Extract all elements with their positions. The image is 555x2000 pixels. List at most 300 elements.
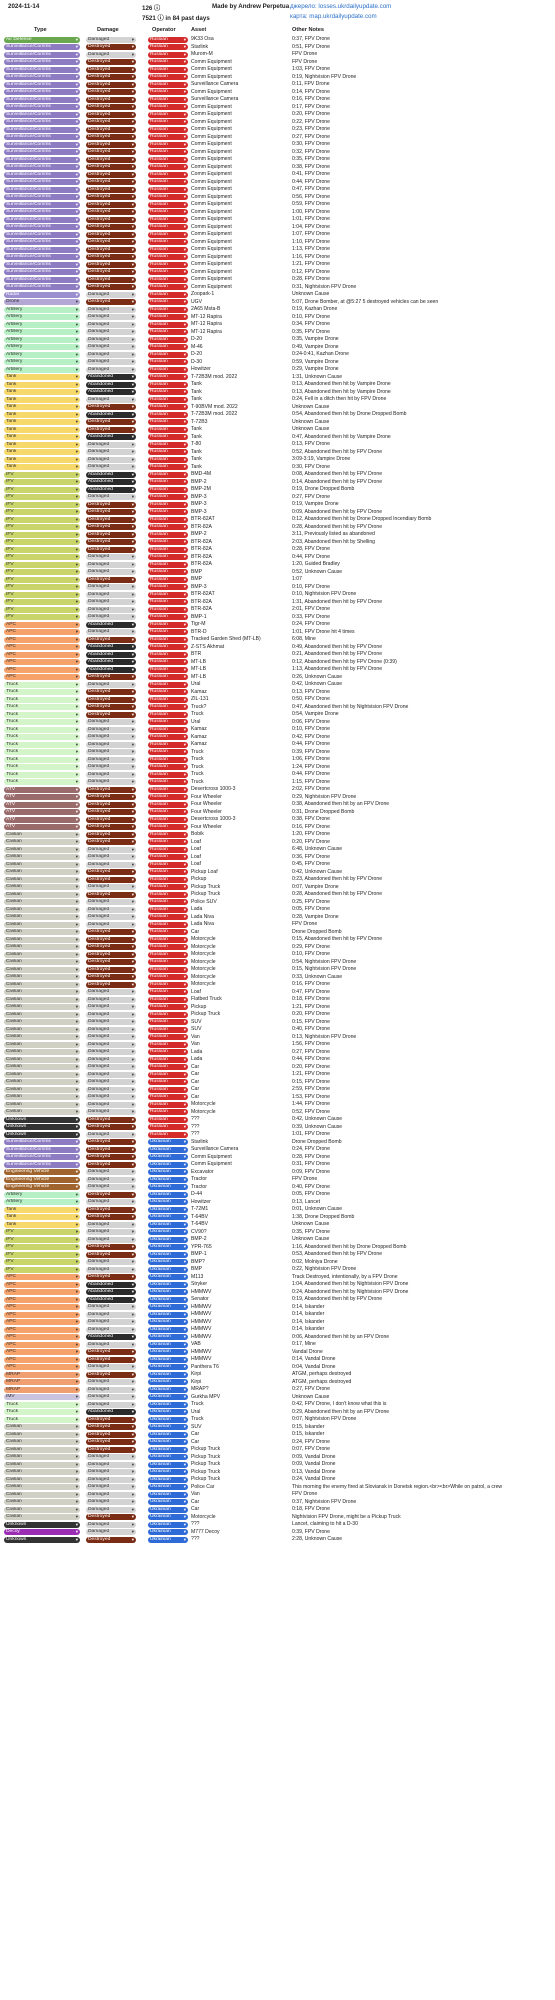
operator-select[interactable]: Russian ▾	[148, 554, 188, 560]
notes-link[interactable]: 0:15, Abandoned then hit by FPV Drone	[292, 936, 383, 942]
operator-select[interactable]: Ukrainian ▾	[148, 1259, 188, 1265]
type-select[interactable]: Tank ▾	[4, 1207, 80, 1213]
operator-select[interactable]: Russian ▾	[148, 1132, 188, 1138]
operator-select[interactable]: Ukrainian ▾	[148, 1454, 188, 1460]
operator-select[interactable]: Russian ▾	[148, 59, 188, 65]
type-select[interactable]: Artillery ▾	[4, 352, 80, 358]
type-select[interactable]: Surveillance/Comms ▾	[4, 187, 80, 193]
notes-link[interactable]: 3:09-3:19, Vampire Drone	[292, 456, 351, 462]
damage-select[interactable]: Destroyed ▾	[86, 1372, 136, 1378]
operator-select[interactable]: Ukrainian ▾	[148, 1237, 188, 1243]
operator-select[interactable]: Russian ▾	[148, 712, 188, 718]
operator-select[interactable]: Russian ▾	[148, 179, 188, 185]
damage-select[interactable]: Damaged ▾	[86, 307, 136, 313]
damage-select[interactable]: Damaged ▾	[86, 1529, 136, 1535]
damage-select[interactable]: Damaged ▾	[86, 367, 136, 373]
type-select[interactable]: IFV ▾	[4, 577, 80, 583]
damage-select[interactable]: Destroyed ▾	[86, 247, 136, 253]
operator-select[interactable]: Ukrainian ▾	[148, 1267, 188, 1273]
notes-link[interactable]: 1:20, FPV Drone	[292, 831, 330, 837]
type-select[interactable]: Surveillance/Comms ▾	[4, 194, 80, 200]
type-select[interactable]: Surveillance/Comms ▾	[4, 179, 80, 185]
damage-select[interactable]: Damaged ▾	[86, 554, 136, 560]
damage-select[interactable]: Damaged ▾	[86, 1499, 136, 1505]
type-select[interactable]: APC ▾	[4, 1319, 80, 1325]
notes-link[interactable]: Unknown Cause	[292, 291, 330, 297]
notes-link[interactable]: 0:44, FPV Drone	[292, 741, 330, 747]
notes-link[interactable]: 0:09, Abandoned then hit by FPV Drone	[292, 508, 383, 515]
operator-select[interactable]: Ukrainian ▾	[148, 1364, 188, 1370]
operator-select[interactable]: Ukrainian ▾	[148, 1319, 188, 1325]
operator-select[interactable]: Ukrainian ▾	[148, 1334, 188, 1340]
operator-select[interactable]: Russian ▾	[148, 44, 188, 50]
notes-link[interactable]: 1:01, FPV Drone	[292, 216, 330, 222]
damage-select[interactable]: Damaged ▾	[86, 1027, 136, 1033]
type-select[interactable]: Tank ▾	[4, 442, 80, 448]
type-select[interactable]: Tank ▾	[4, 449, 80, 455]
operator-select[interactable]: Russian ▾	[148, 194, 188, 200]
operator-select[interactable]: Ukrainian ▾	[148, 1379, 188, 1385]
type-select[interactable]: Surveillance/Comms ▾	[4, 1139, 80, 1145]
notes-link[interactable]: 0:35, Vampire Drone	[292, 336, 339, 342]
type-select[interactable]: Civilian ▾	[4, 937, 80, 943]
type-select[interactable]: IFV ▾	[4, 472, 80, 478]
type-select[interactable]: Artillery ▾	[4, 1199, 80, 1205]
damage-select[interactable]: Abandoned ▾	[86, 434, 136, 440]
operator-select[interactable]: Russian ▾	[148, 1102, 188, 1108]
damage-select[interactable]: Damaged ▾	[86, 734, 136, 740]
notes-link[interactable]: 0:28, Vampire Drone	[292, 913, 339, 920]
notes-link[interactable]: 0:10, FPV Drone	[292, 583, 330, 590]
damage-select[interactable]: Damaged ▾	[86, 1507, 136, 1513]
type-select[interactable]: Unknown ▾	[4, 1537, 80, 1543]
type-select[interactable]: Radar ▾	[4, 292, 80, 298]
operator-select[interactable]: Russian ▾	[148, 442, 188, 448]
notes-link[interactable]: 0:56, FPV Drone	[292, 193, 330, 200]
damage-select[interactable]: Destroyed ▾	[86, 59, 136, 65]
notes-link[interactable]: 0:37, Nightvision FPV Drone	[292, 1498, 357, 1505]
operator-select[interactable]: Russian ▾	[148, 104, 188, 110]
type-select[interactable]: Tank ▾	[4, 419, 80, 425]
damage-select[interactable]: Destroyed ▾	[86, 892, 136, 898]
notes-link[interactable]: 0:07, Nightvision FPV Drone	[292, 1416, 357, 1422]
operator-select[interactable]: Russian ▾	[148, 584, 188, 590]
damage-select[interactable]: Damaged ▾	[86, 569, 136, 575]
operator-select[interactable]: Russian ▾	[148, 314, 188, 320]
operator-select[interactable]: Ukrainian ▾	[148, 1394, 188, 1400]
operator-select[interactable]: Ukrainian ▾	[148, 1402, 188, 1408]
damage-select[interactable]: Abandoned ▾	[86, 622, 136, 628]
notes-link[interactable]: 1:38, Drone Dropped Bomb	[292, 1213, 355, 1220]
damage-select[interactable]: Damaged ▾	[86, 1079, 136, 1085]
type-select[interactable]: Unknown ▾	[4, 1117, 80, 1123]
operator-select[interactable]: Russian ▾	[148, 967, 188, 973]
operator-select[interactable]: Ukrainian ▾	[148, 1252, 188, 1258]
notes-link[interactable]: 0:59, FPV Drone	[292, 201, 330, 207]
type-select[interactable]: Civilian ▾	[4, 854, 80, 860]
type-select[interactable]: Surveillance/Comms ▾	[4, 262, 80, 268]
type-select[interactable]: Civilian ▾	[4, 1004, 80, 1010]
operator-select[interactable]: Russian ▾	[148, 382, 188, 388]
damage-select[interactable]: Destroyed ▾	[86, 127, 136, 133]
damage-select[interactable]: Damaged ▾	[86, 779, 136, 785]
notes-link[interactable]: 0:15, Iskander	[292, 1431, 325, 1437]
type-select[interactable]: IFV ▾	[4, 1237, 80, 1243]
notes-link[interactable]: 0:16, FPV Drone	[292, 96, 330, 102]
operator-select[interactable]: Russian ▾	[148, 374, 188, 380]
type-select[interactable]: Civilian ▾	[4, 929, 80, 935]
type-select[interactable]: Surveillance/Comms ▾	[4, 134, 80, 140]
notes-link[interactable]: 0:44, FPV Drone	[292, 553, 330, 560]
notes-link[interactable]: 0:24, Abandoned then hit by Nightvision FPV Drone	[292, 1288, 409, 1295]
notes-link[interactable]: Drone Dropped Bomb	[292, 928, 342, 935]
operator-select[interactable]: Russian ▾	[148, 1094, 188, 1100]
operator-select[interactable]: Ukrainian ▾	[148, 1192, 188, 1198]
notes-link[interactable]: 0:27, FPV Drone	[292, 493, 330, 500]
damage-select[interactable]: Damaged ▾	[86, 1049, 136, 1055]
notes-link[interactable]: 0:14, Iskander	[292, 1318, 325, 1325]
type-select[interactable]: Tank ▾	[4, 397, 80, 403]
damage-select[interactable]: Damaged ▾	[86, 719, 136, 725]
operator-select[interactable]: Russian ▾	[148, 457, 188, 463]
type-select[interactable]: Surveillance/Comms ▾	[4, 74, 80, 80]
damage-select[interactable]: Damaged ▾	[86, 1304, 136, 1310]
operator-select[interactable]: Russian ▾	[148, 112, 188, 118]
notes-link[interactable]: 2:03, Abandoned then hit by Shelling	[292, 538, 375, 545]
damage-select[interactable]: Damaged ▾	[86, 584, 136, 590]
damage-select[interactable]: Damaged ▾	[86, 757, 136, 763]
damage-select[interactable]: Abandoned ▾	[86, 1282, 136, 1288]
notes-link[interactable]: 0:28, FPV Drone	[292, 276, 330, 282]
operator-select[interactable]: Russian ▾	[148, 434, 188, 440]
type-select[interactable]: IFV ▾	[4, 502, 80, 508]
damage-select[interactable]: Damaged ▾	[86, 352, 136, 358]
notes-link[interactable]: 0:09, Vandal Drone	[292, 1453, 336, 1460]
type-select[interactable]: Truck ▾	[4, 697, 80, 703]
type-select[interactable]: IFV ▾	[4, 584, 80, 590]
operator-select[interactable]: Russian ▾	[148, 734, 188, 740]
type-select[interactable]: ATV ▾	[4, 817, 80, 823]
notes-link[interactable]: FPV Drone	[292, 58, 318, 65]
type-select[interactable]: APC ▾	[4, 1282, 80, 1288]
notes-link[interactable]: 0:28, Abandoned then hit by FPV Drone	[292, 523, 383, 530]
operator-select[interactable]: Russian ▾	[148, 292, 188, 298]
notes-link[interactable]: 0:49, Abandoned then hit by FPV Drone	[292, 643, 383, 650]
type-select[interactable]: Surveillance/Comms ▾	[4, 119, 80, 125]
operator-select[interactable]: Ukrainian ▾	[148, 1477, 188, 1483]
notes-link[interactable]: 0:08, Abandoned then hit by FPV Drone	[292, 471, 383, 477]
type-select[interactable]: Artillery ▾	[4, 359, 80, 365]
notes-link[interactable]: 0:10, FPV Drone	[292, 726, 330, 732]
type-select[interactable]: MRAP ▾	[4, 1387, 80, 1393]
notes-link[interactable]: 0:52, Abandoned then hit by FPV Drone	[292, 448, 383, 455]
operator-select[interactable]: Russian ▾	[148, 359, 188, 365]
damage-select[interactable]: Damaged ▾	[86, 1012, 136, 1018]
damage-select[interactable]: Destroyed ▾	[86, 97, 136, 103]
operator-select[interactable]: Russian ▾	[148, 1057, 188, 1063]
operator-select[interactable]: Russian ▾	[148, 929, 188, 935]
notes-link[interactable]: FPV Drone	[292, 921, 318, 927]
damage-select[interactable]: Abandoned ▾	[86, 389, 136, 395]
notes-link[interactable]: 1:56, FPV Drone	[292, 1041, 330, 1047]
notes-link[interactable]: 0:07, FPV Drone	[292, 1446, 330, 1452]
operator-select[interactable]: Russian ▾	[148, 254, 188, 260]
operator-select[interactable]: Russian ▾	[148, 164, 188, 170]
type-select[interactable]: Civilian ▾	[4, 1049, 80, 1055]
type-select[interactable]: Civilian ▾	[4, 1477, 80, 1483]
damage-select[interactable]: Abandoned ▾	[86, 652, 136, 658]
type-select[interactable]: Truck ▾	[4, 742, 80, 748]
operator-select[interactable]: Ukrainian ▾	[148, 1289, 188, 1295]
notes-link[interactable]: Unknown Cause	[292, 403, 330, 410]
notes-link[interactable]: 3:11, Previously listed as abandoned	[292, 531, 375, 537]
damage-select[interactable]: Destroyed ▾	[86, 1154, 136, 1160]
notes-link[interactable]: 0:34, FPV Drone	[292, 321, 330, 327]
type-select[interactable]: Truck ▾	[4, 757, 80, 763]
operator-select[interactable]: Ukrainian ▾	[148, 1469, 188, 1475]
notes-link[interactable]: 6:48, Unknown Cause	[292, 846, 343, 852]
operator-select[interactable]: Russian ▾	[148, 809, 188, 815]
operator-select[interactable]: Ukrainian ▾	[148, 1492, 188, 1498]
type-select[interactable]: Civilian ▾	[4, 1514, 80, 1520]
damage-select[interactable]: Damaged ▾	[86, 562, 136, 568]
notes-link[interactable]: 0:23, FPV Drone	[292, 126, 330, 132]
type-select[interactable]: Artillery ▾	[4, 367, 80, 373]
notes-link[interactable]: 0:14, Iskander	[292, 1326, 325, 1332]
operator-select[interactable]: Russian ▾	[148, 989, 188, 995]
notes-link[interactable]: 0:28, FPV Drone	[292, 546, 330, 552]
type-select[interactable]: Civilian ▾	[4, 1064, 80, 1070]
notes-link[interactable]: 0:52, Unknown Cause	[292, 568, 343, 575]
notes-link[interactable]: 1:16, Abandoned then hit by Drone Dropped Bomb	[292, 1243, 407, 1250]
damage-select[interactable]: Damaged ▾	[86, 1469, 136, 1475]
notes-link[interactable]: 0:27, FPV Drone	[292, 133, 330, 140]
damage-select[interactable]: Damaged ▾	[86, 1034, 136, 1040]
notes-link[interactable]: 0:50, FPV Drone	[292, 696, 330, 702]
operator-select[interactable]: Ukrainian ▾	[148, 1312, 188, 1318]
damage-select[interactable]: Destroyed ▾	[86, 1124, 136, 1130]
type-select[interactable]: IFV ▾	[4, 479, 80, 485]
notes-link[interactable]: 0:16, FPV Drone	[292, 981, 330, 987]
notes-link[interactable]: 0:29, Vampire Drone	[292, 366, 339, 372]
damage-select[interactable]: Destroyed ▾	[86, 577, 136, 583]
type-select[interactable]: Surveillance/Comms ▾	[4, 202, 80, 208]
type-select[interactable]: Civilian ▾	[4, 1484, 80, 1490]
operator-select[interactable]: Russian ▾	[148, 629, 188, 635]
damage-select[interactable]: Damaged ▾	[86, 614, 136, 620]
notes-link[interactable]: 0:04, Vandal Drone	[292, 1363, 336, 1370]
operator-select[interactable]: Ukrainian ▾	[148, 1417, 188, 1423]
notes-link[interactable]: 2:01, FPV Drone	[292, 606, 330, 612]
damage-select[interactable]: Destroyed ▾	[86, 539, 136, 545]
type-select[interactable]: Civilian ▾	[4, 1057, 80, 1063]
damage-select[interactable]: Damaged ▾	[86, 1379, 136, 1385]
notes-link[interactable]: 0:42, Unknown Cause	[292, 1116, 343, 1122]
notes-link[interactable]: 0:13, FPV Drone	[292, 688, 330, 695]
operator-select[interactable]: Russian ▾	[148, 847, 188, 853]
damage-select[interactable]: Destroyed ▾	[86, 532, 136, 538]
operator-select[interactable]: Russian ▾	[148, 637, 188, 643]
notes-link[interactable]: 0:53, Abandoned then hit by FPV Drone	[292, 1251, 383, 1257]
operator-select[interactable]: Russian ▾	[148, 862, 188, 868]
damage-select[interactable]: Destroyed ▾	[86, 404, 136, 410]
damage-select[interactable]: Damaged ▾	[86, 1387, 136, 1393]
operator-select[interactable]: Russian ▾	[148, 89, 188, 95]
notes-link[interactable]: 0:24, Vandal Drone	[292, 1476, 336, 1482]
notes-link[interactable]: 0:13, Abandoned then hit by Vampire Drone	[292, 381, 391, 387]
damage-select[interactable]: Destroyed ▾	[86, 1147, 136, 1153]
damage-select[interactable]: Destroyed ▾	[86, 689, 136, 695]
notes-link[interactable]: Unknown Cause	[292, 1236, 330, 1242]
type-select[interactable]: Truck ▾	[4, 1417, 80, 1423]
damage-select[interactable]: Destroyed ▾	[86, 1252, 136, 1258]
type-select[interactable]: Tank ▾	[4, 412, 80, 418]
notes-link[interactable]: 0:09, FPV Drone	[292, 1168, 330, 1175]
type-select[interactable]: Air Defense ▾	[4, 37, 80, 43]
type-select[interactable]: Civilian ▾	[4, 892, 80, 898]
type-select[interactable]: APC ▾	[4, 667, 80, 673]
notes-link[interactable]: 0:14, Vandal Drone	[292, 1356, 336, 1362]
notes-link[interactable]: 0:44, FPV Drone	[292, 1056, 330, 1062]
damage-select[interactable]: Damaged ▾	[86, 1199, 136, 1205]
type-select[interactable]: Truck ▾	[4, 682, 80, 688]
damage-select[interactable]: Damaged ▾	[86, 862, 136, 868]
damage-select[interactable]: Damaged ▾	[86, 1057, 136, 1063]
notes-link[interactable]: Drone Dropped Bomb	[292, 1138, 342, 1145]
notes-link[interactable]: 0:16, FPV Drone	[292, 823, 330, 830]
type-select[interactable]: Artillery ▾	[4, 344, 80, 350]
operator-select[interactable]: Russian ▾	[148, 1064, 188, 1070]
operator-select[interactable]: Russian ▾	[148, 982, 188, 988]
operator-select[interactable]: Ukrainian ▾	[148, 1162, 188, 1168]
operator-select[interactable]: Ukrainian ▾	[148, 1514, 188, 1520]
notes-link[interactable]: 0:44, FPV Drone	[292, 178, 330, 185]
type-select[interactable]: IFV ▾	[4, 532, 80, 538]
damage-select[interactable]: Destroyed ▾	[86, 134, 136, 140]
damage-select[interactable]: Damaged ▾	[86, 914, 136, 920]
notes-link[interactable]: Lancet, claiming to hit a D-30	[292, 1521, 358, 1527]
operator-select[interactable]: Russian ▾	[148, 569, 188, 575]
operator-select[interactable]: Russian ▾	[148, 389, 188, 395]
type-select[interactable]: Surveillance/Comms ▾	[4, 97, 80, 103]
operator-select[interactable]: Ukrainian ▾	[148, 1214, 188, 1220]
damage-select[interactable]: Damaged ▾	[86, 1072, 136, 1078]
notes-link[interactable]: 1:24, FPV Drone	[292, 763, 330, 770]
type-select[interactable]: IFV ▾	[4, 554, 80, 560]
operator-select[interactable]: Russian ▾	[148, 1012, 188, 1018]
damage-select[interactable]: Abandoned ▾	[86, 1334, 136, 1340]
type-select[interactable]: Tank ▾	[4, 457, 80, 463]
damage-select[interactable]: Abandoned ▾	[86, 644, 136, 650]
type-select[interactable]: ATV ▾	[4, 787, 80, 793]
type-select[interactable]: Artillery ▾	[4, 322, 80, 328]
damage-select[interactable]: Destroyed ▾	[86, 224, 136, 230]
operator-select[interactable]: Russian ▾	[148, 1079, 188, 1085]
damage-select[interactable]: Damaged ▾	[86, 1342, 136, 1348]
notes-link[interactable]: 2:02, FPV Drone	[292, 786, 330, 792]
notes-link[interactable]: 1:16, FPV Drone	[292, 253, 330, 260]
operator-select[interactable]: Russian ▾	[148, 337, 188, 343]
type-select[interactable]: APC ▾	[4, 1274, 80, 1280]
damage-select[interactable]: Destroyed ▾	[86, 832, 136, 838]
operator-select[interactable]: Russian ▾	[148, 667, 188, 673]
damage-select[interactable]: Damaged ▾	[86, 764, 136, 770]
operator-select[interactable]: Russian ▾	[148, 329, 188, 335]
damage-select[interactable]: Damaged ▾	[86, 1169, 136, 1175]
operator-select[interactable]: Russian ▾	[148, 592, 188, 598]
notes-link[interactable]: FPV Drone	[292, 51, 318, 57]
damage-select[interactable]: Abandoned ▾	[86, 1409, 136, 1415]
damage-select[interactable]: Destroyed ▾	[86, 179, 136, 185]
damage-select[interactable]: Destroyed ▾	[86, 937, 136, 943]
damage-select[interactable]: Destroyed ▾	[86, 419, 136, 425]
damage-select[interactable]: Destroyed ▾	[86, 172, 136, 178]
notes-link[interactable]: 0:25, FPV Drone	[292, 898, 330, 905]
operator-select[interactable]: Russian ▾	[148, 127, 188, 133]
notes-link[interactable]: 0:47, Abandoned then hit by Nightvision FPV Drone	[292, 703, 409, 710]
type-select[interactable]: Surveillance/Comms ▾	[4, 164, 80, 170]
damage-select[interactable]: Damaged ▾	[86, 629, 136, 635]
damage-select[interactable]: Damaged ▾	[86, 989, 136, 995]
type-select[interactable]: Truck ▾	[4, 764, 80, 770]
type-select[interactable]: Civilian ▾	[4, 1102, 80, 1108]
operator-select[interactable]: Russian ▾	[148, 149, 188, 155]
operator-select[interactable]: Russian ▾	[148, 119, 188, 125]
damage-select[interactable]: Destroyed ▾	[86, 149, 136, 155]
damage-select[interactable]: Destroyed ▾	[86, 787, 136, 793]
notes-link[interactable]: This morning the enemy fired at Sloviansk in Donetsk region.<br><br>While on patrol, a crew	[292, 1483, 503, 1490]
type-select[interactable]: Civilian ▾	[4, 1507, 80, 1513]
operator-select[interactable]: Russian ▾	[148, 547, 188, 553]
damage-select[interactable]: Destroyed ▾	[86, 1117, 136, 1123]
operator-select[interactable]: Ukrainian ▾	[148, 1184, 188, 1190]
operator-select[interactable]: Russian ▾	[148, 1004, 188, 1010]
operator-select[interactable]: Russian ▾	[148, 1087, 188, 1093]
type-select[interactable]: APC ▾	[4, 1357, 80, 1363]
notes-link[interactable]: 0:39, FPV Drone	[292, 1528, 330, 1535]
notes-link[interactable]: 0:24-0:41, Kazhan Drone	[292, 351, 349, 357]
type-select[interactable]: Civilian ▾	[4, 1424, 80, 1430]
notes-link[interactable]: 0:13, Vandal Drone	[292, 1468, 336, 1475]
type-select[interactable]: Tank ▾	[4, 382, 80, 388]
type-select[interactable]: Surveillance/Comms ▾	[4, 172, 80, 178]
damage-select[interactable]: Abandoned ▾	[86, 472, 136, 478]
operator-select[interactable]: Russian ▾	[148, 622, 188, 628]
operator-select[interactable]: Russian ▾	[148, 892, 188, 898]
type-select[interactable]: ATV ▾	[4, 802, 80, 808]
damage-select[interactable]: Damaged ▾	[86, 847, 136, 853]
type-select[interactable]: Tank ▾	[4, 404, 80, 410]
type-select[interactable]: Tank ▾	[4, 464, 80, 470]
damage-select[interactable]: Damaged ▾	[86, 1042, 136, 1048]
damage-select[interactable]: Damaged ▾	[86, 772, 136, 778]
type-select[interactable]: Surveillance/Comms ▾	[4, 142, 80, 148]
notes-link[interactable]: 0:05, FPV Drone	[292, 1191, 330, 1197]
operator-select[interactable]: Ukrainian ▾	[148, 1139, 188, 1145]
damage-select[interactable]: Destroyed ▾	[86, 839, 136, 845]
notes-link[interactable]: 0:10, FPV Drone	[292, 951, 330, 957]
damage-select[interactable]: Abandoned ▾	[86, 667, 136, 673]
notes-link[interactable]: 2:28, Unknown Cause	[292, 1536, 343, 1542]
damage-select[interactable]: Destroyed ▾	[86, 209, 136, 215]
damage-select[interactable]: Destroyed ▾	[86, 1357, 136, 1363]
notes-link[interactable]: 0:19, Vampire Drone	[292, 501, 339, 507]
operator-select[interactable]: Russian ▾	[148, 187, 188, 193]
type-select[interactable]: Civilian ▾	[4, 1019, 80, 1025]
damage-select[interactable]: Damaged ▾	[86, 1327, 136, 1333]
operator-select[interactable]: Ukrainian ▾	[148, 1424, 188, 1430]
damage-select[interactable]: Destroyed ▾	[86, 112, 136, 118]
